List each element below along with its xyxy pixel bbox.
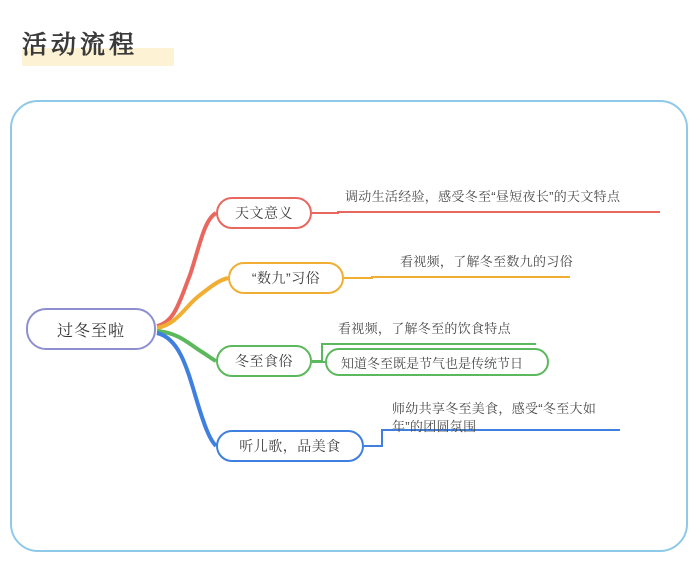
title-text: 活动流程 <box>22 31 139 59</box>
leaf-text-food-first: 看视频，了解冬至的饮食特点 <box>338 321 511 336</box>
leaf-text-shujiu: 看视频，了解冬至数九的习俗 <box>400 254 573 269</box>
leaf-text-astronomy: 调动生活经验，感受冬至“昼短夜长”的天文特点 <box>345 189 621 204</box>
leaf-text-food-second: 知道冬至既是节气也是传统节日 <box>341 355 524 371</box>
leaf-box-food-second[interactable] <box>325 348 549 376</box>
branch-node-food-label: 冬至食俗 <box>235 353 293 369</box>
leaf-text-song: 师幼共享冬至美食，感受“冬至大如年”的团圆氛围 <box>392 401 597 434</box>
mindmap-root-node[interactable] <box>26 308 156 350</box>
branch-node-song-label: 听儿歌，品美食 <box>239 438 341 454</box>
branch-node-shujiu[interactable] <box>228 262 344 294</box>
branch-node-food[interactable] <box>216 345 312 377</box>
root-node-label: 过冬至啦 <box>56 322 125 340</box>
branch-node-shujiu-label: “数九”习俗 <box>251 270 321 286</box>
branch-node-astronomy[interactable] <box>216 197 312 229</box>
page-title <box>22 22 138 68</box>
branch-node-astronomy-label: 天文意义 <box>235 205 293 221</box>
branch-node-song[interactable] <box>216 430 364 462</box>
